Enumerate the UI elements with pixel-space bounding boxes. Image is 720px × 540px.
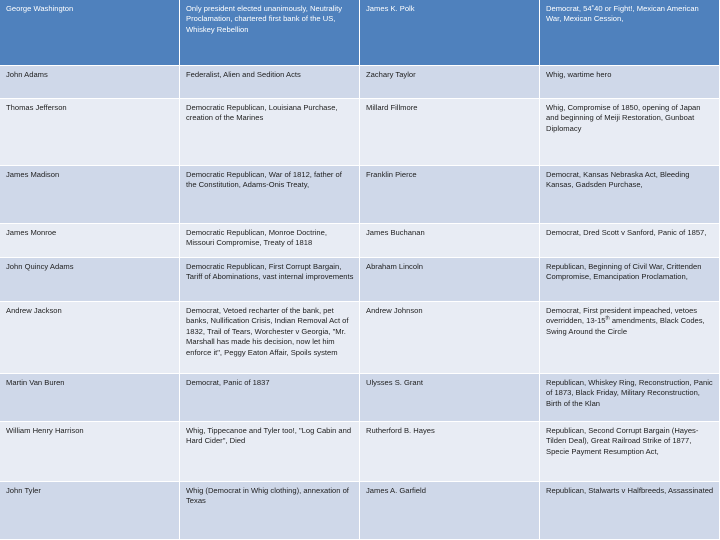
table-cell: Rutherford B. Hayes [360,422,540,482]
table-cell: William Henry Harrison [0,422,180,482]
table-cell: Whig, Compromise of 1850, opening of Japan and beginning of Meiji Restoration, Gunboat Diplomacy [540,99,720,166]
table-cell: Democratic Republican, War of 1812, father of the Constitution, Adams-Onis Treaty, [180,166,360,224]
table-cell: Martin Van Buren [0,374,180,422]
table-cell: James Buchanan [360,224,540,258]
table-cell: James A. Garfield [360,482,540,540]
table-cell: Democrat, Vetoed recharter of the bank, pet banks, Nullification Crisis, Indian Removal Act of 1832, Trail of Tears, Worchester v Georgia, "Mr. Marshall has made his decision, now let him enforce it", Peggy Eaton Affair, Spoils system [180,302,360,374]
table-cell: Whig (Democrat in Whig clothing), annexation of Texas [180,482,360,540]
table-cell: Republican, Second Corrupt Bargain (Hayes-Tilden Deal), Great Railroad Strike of 1877, Specie Payment Resumption Act, [540,422,720,482]
table-cell: James K. Polk [360,0,540,66]
table-cell: John Adams [0,66,180,99]
table-cell: Democrat, 54˚40 or Fight!, Mexican American War, Mexican Cession, [540,0,720,66]
table-cell: Ulysses S. Grant [360,374,540,422]
table-cell: Democratic Republican, Louisiana Purchase, creation of the Marines [180,99,360,166]
table-cell: Zachary Taylor [360,66,540,99]
table-cell: Democrat, Kansas Nebraska Act, Bleeding Kansas, Gadsden Purchase, [540,166,720,224]
table-cell: Abraham Lincoln [360,258,540,302]
table-cell: Andrew Johnson [360,302,540,374]
table-cell: Millard Fillmore [360,99,540,166]
table-cell: Republican, Stalwarts v Halfbreeds, Assassinated [540,482,720,540]
table-cell: Democrat, Dred Scott v Sanford, Panic of 1857, [540,224,720,258]
table-cell: Andrew Jackson [0,302,180,374]
table-cell: Republican, Whiskey Ring, Reconstruction, Panic of 1873, Black Friday, Military Reconstruction, Birth of the Klan [540,374,720,422]
table-cell: Democrat, Panic of 1837 [180,374,360,422]
table-cell: Whig, wartime hero [540,66,720,99]
table-cell: Federalist, Alien and Sedition Acts [180,66,360,99]
table-cell: Only president elected unanimously, Neutrality Proclamation, chartered first bank of the US, Whiskey Rebellion [180,0,360,66]
table-cell: John Tyler [0,482,180,540]
table-cell: James Monroe [0,224,180,258]
table-cell: George Washington [0,0,180,66]
table-cell: Republican, Beginning of Civil War, Crittenden Compromise, Emancipation Proclamation, [540,258,720,302]
table-cell: Whig, Tippecanoe and Tyler too!, "Log Cabin and Hard Cider", Died [180,422,360,482]
table-cell: Democrat, First president impeached, vetoes overridden, 13-15th amendments, Black Codes, Swing Around the Circle [540,302,720,374]
table-cell: John Quincy Adams [0,258,180,302]
table-cell: James Madison [0,166,180,224]
table-cell: Democratic Republican, First Corrupt Bargain, Tariff of Abominations, vast internal improvements [180,258,360,302]
table-cell: Thomas Jefferson [0,99,180,166]
table-cell: Democratic Republican, Monroe Doctrine, Missouri Compromise, Treaty of 1818 [180,224,360,258]
table-cell: Franklin Pierce [360,166,540,224]
